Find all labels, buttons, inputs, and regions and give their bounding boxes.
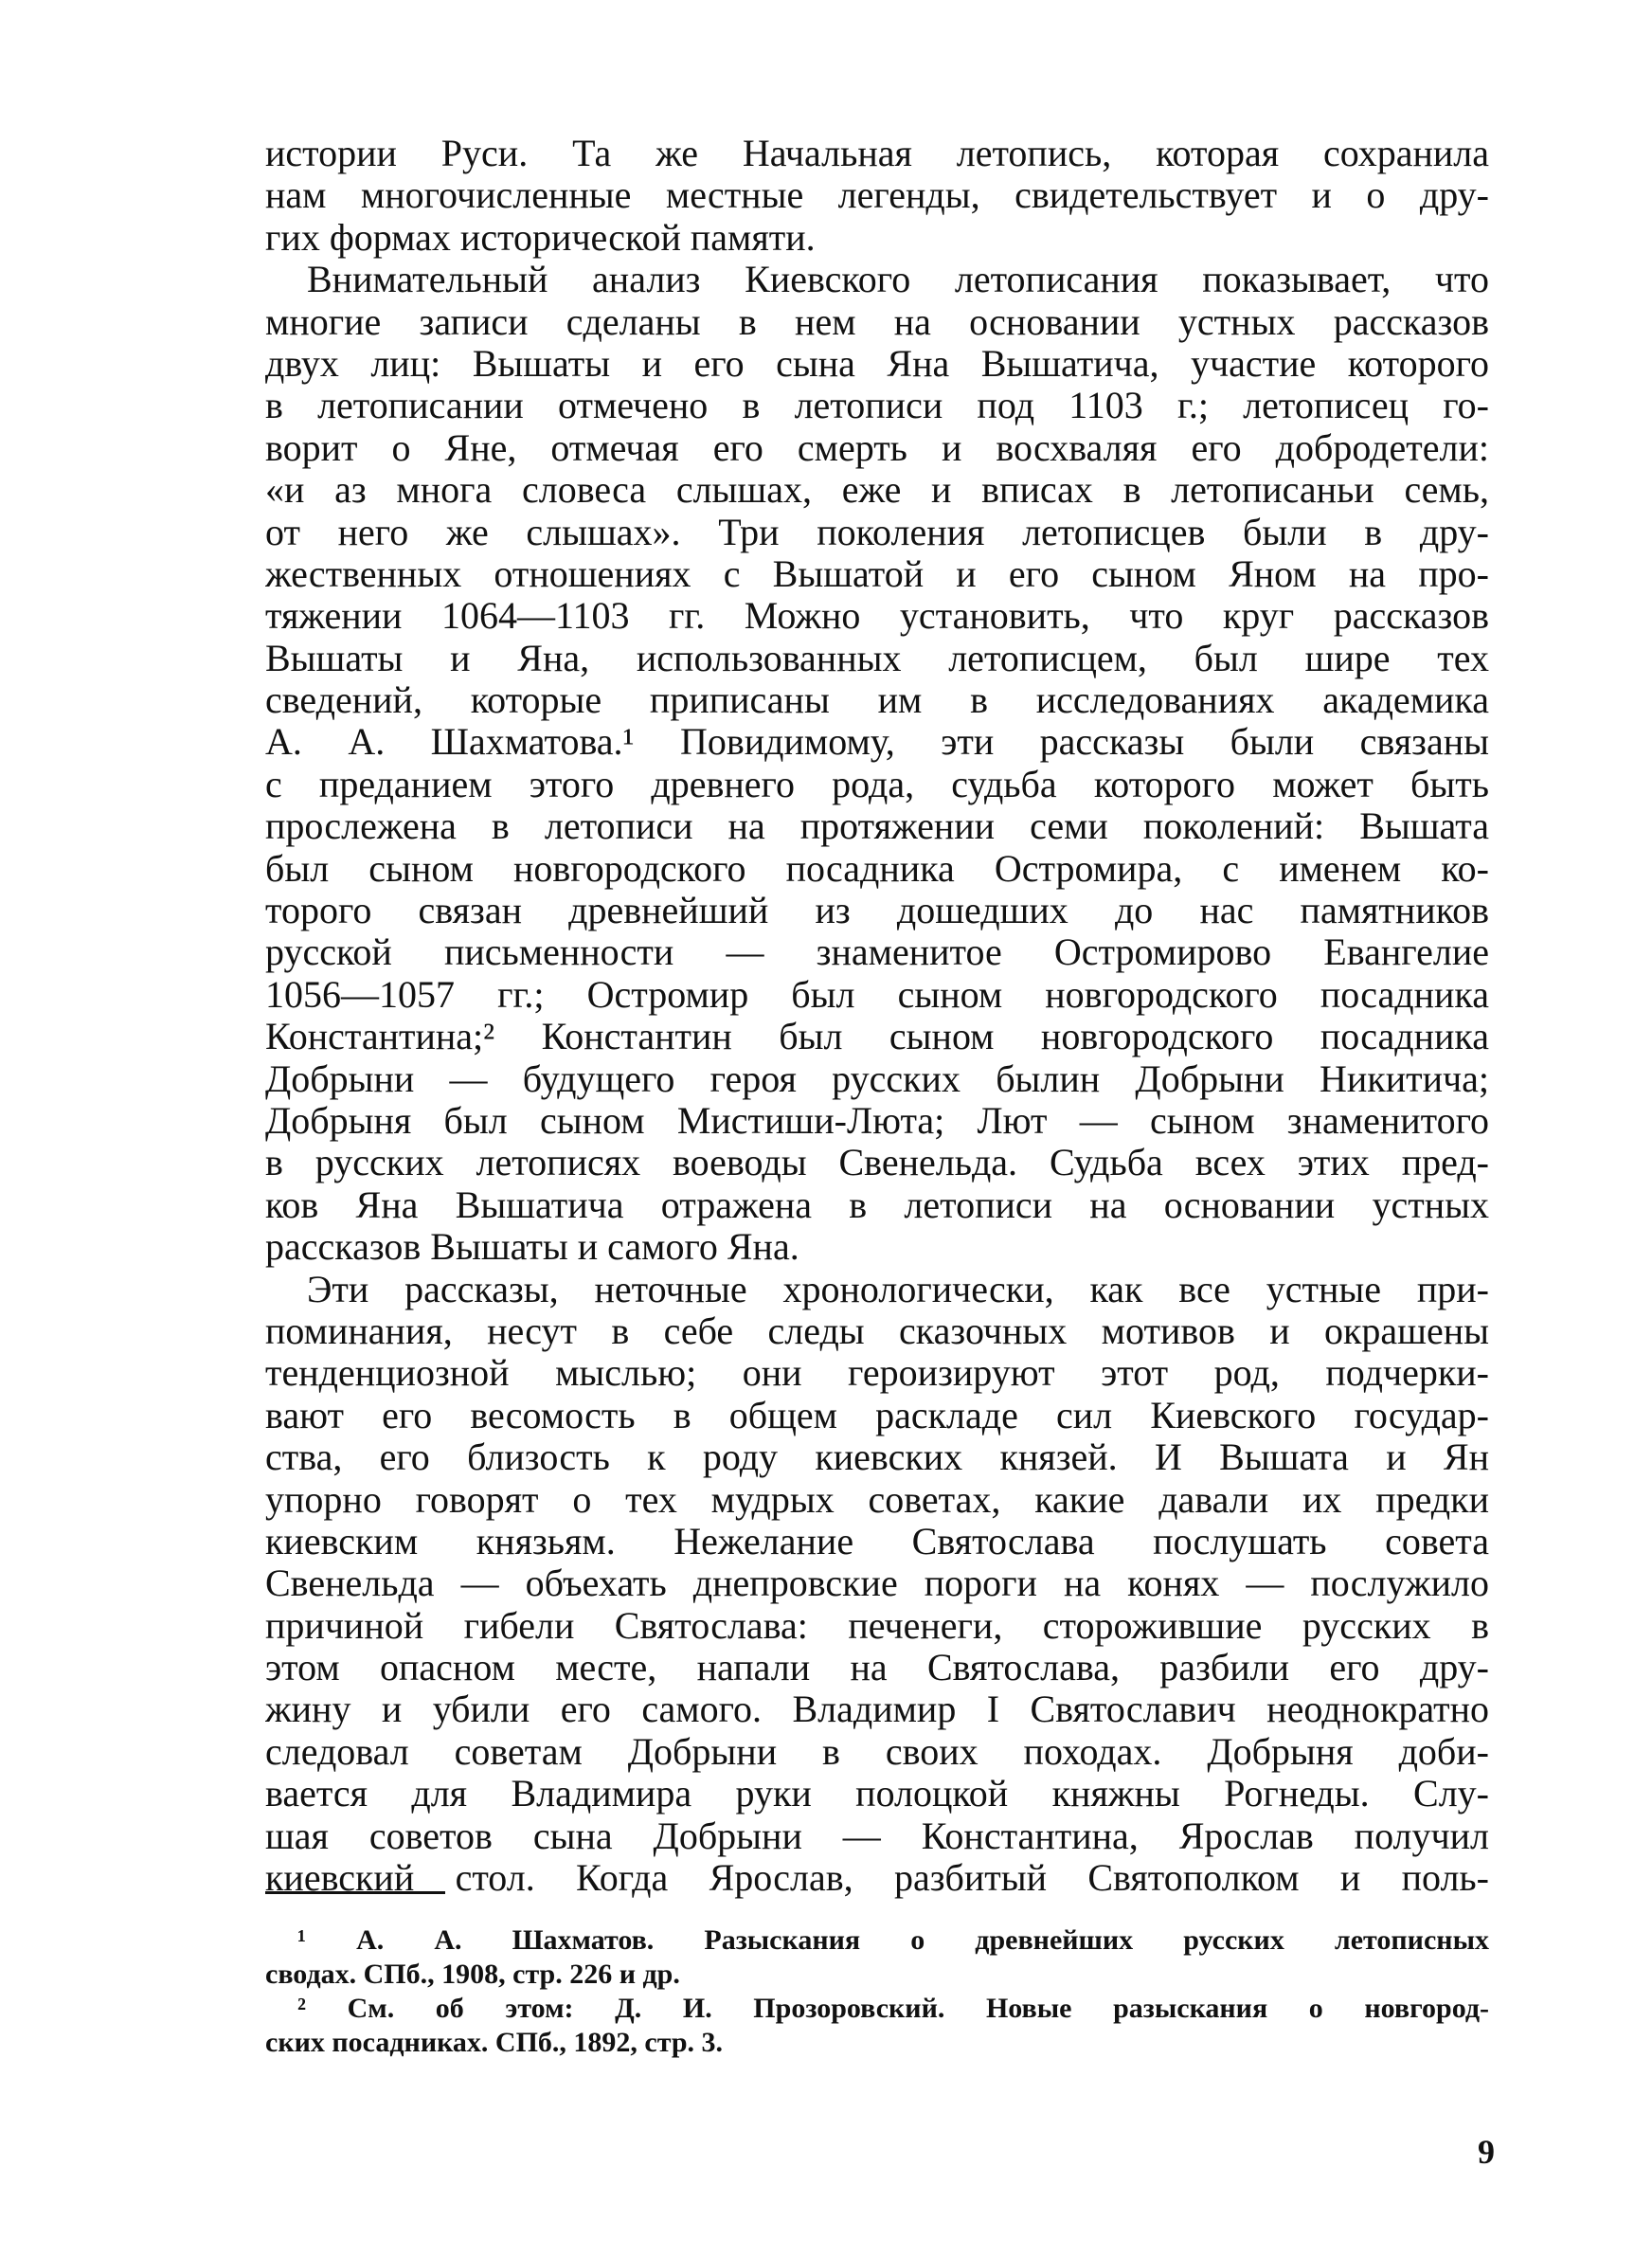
text-line: Добрыня был сыном Мистиши-Люта; Лют — сыном знаменитого (265, 1099, 1489, 1142)
text-line: Свенельда — объехать днепровские пороги на конях — послужило (265, 1562, 1489, 1605)
text-line: русской письменности — знаменитое Остромирово Евангелие (265, 931, 1489, 974)
footnote-divider (265, 1891, 445, 1894)
footnote-line: сводах. СПб., 1908, стр. 226 и др. (265, 1959, 680, 1990)
text-line: Вышаты и Яна, использованных летописцем, был шире тех (265, 637, 1489, 679)
text-line: Добрыни — будущего героя русских былин Добрыни Никитича; (265, 1057, 1489, 1100)
paragraph-1 (265, 133, 1489, 259)
text-line: Константина;² Константин был сыном новгородского посадника (265, 1016, 1489, 1058)
text-line: прослежена в летописи на протяжении семи поколений: Вышата (265, 805, 1489, 848)
text-line: жину и убили его самого. Владимир I Святославич неоднократно (265, 1688, 1489, 1731)
text-line: от него же слышах». Три поколения летописцев были в дру- (265, 511, 1489, 553)
text-line: вают его весомость в общем раскладе сил Киевского государ- (265, 1394, 1489, 1436)
text-line: А. А. Шахматова.¹ Повидимому, эти рассказы были связаны (265, 721, 1489, 764)
text-line: следовал советам Добрыни в своих походах. Добрыня доби- (265, 1730, 1489, 1773)
text-line: сведений, которые приписаны им в исследованиях академика (265, 679, 1489, 722)
text-line: ков Яна Вышатича отражена в летописи на основании устных (265, 1183, 1489, 1226)
text-line: ворит о Яне, отмечая его смерть и восхваляя его добродетели: (265, 426, 1489, 469)
text-line: шая советов сына Добрыни — Константина, Ярослав получил (265, 1815, 1489, 1857)
text-line: 1056—1057 гг.; Остромир был сыном новгородского посадника (265, 973, 1489, 1016)
text-line: «и аз многа словеса слышах, еже и вписах в летописаньи семь, (265, 469, 1489, 512)
text-line: был сыном новгородского посадника Остромира, с именем ко- (265, 847, 1489, 890)
text-line: тенденциозной мыслью; они героизируют этот род, подчерки- (265, 1352, 1489, 1395)
text-line: тяжении 1064—1103 гг. Можно установить, что круг рассказов (265, 595, 1489, 638)
footnote-2 (265, 1992, 1489, 2060)
paragraph-3 (265, 1269, 1489, 1900)
text-line: с преданием этого древнего рода, судьба которого может быть (265, 763, 1489, 805)
text-line: в летописании отмечено в летописи под 1103 г.; летописец го- (265, 385, 1489, 427)
text-line: поминания, несут в себе следы сказочных мотивов и окрашены (265, 1309, 1489, 1352)
page-body (265, 133, 1489, 1899)
text-line: многие записи сделаны в нем на основании устных рассказов (265, 300, 1489, 343)
text-line: истории Руси. Та же Начальная летопись, которая сохранила (265, 133, 1489, 174)
text-line: нам многочисленные местные легенды, свидетельствует и о дру- (265, 174, 1489, 217)
text-line: упорно говорят о тех мудрых советах, какие давали их предки (265, 1478, 1489, 1521)
footnote-1 (265, 1923, 1489, 1992)
footnote-line: ских посадниках. СПб., 1892, стр. 3. (265, 2027, 724, 2058)
text-line: рассказов Вышаты и самого Яна. (265, 1226, 799, 1269)
text-line: двух лиц: Вышаты и его сына Яна Вышатича, участие которого (265, 342, 1489, 385)
text-line: вается для Владимира руки полоцкой княжны Рогнеды. Слу- (265, 1773, 1489, 1815)
text-line: киевским князьям. Нежелание Святослава послушать совета (265, 1520, 1489, 1562)
text-line: ства, его близость к роду киевских князей. И Вышата и Ян (265, 1436, 1489, 1479)
text-line: Эти рассказы, неточные хронологически, как все устные при- (307, 1268, 1489, 1310)
footnote-line: ² См. об этом: Д. И. Прозоровский. Новые разыскания о новгород- (297, 1993, 1489, 2024)
text-line: гих формах исторической памяти. (265, 216, 816, 259)
text-line: в русских летописях воеводы Свенельда. Судьба всех этих пред- (265, 1142, 1489, 1184)
text-line: причиной гибели Святослава: печенеги, сторожившие русских в (265, 1604, 1489, 1647)
footnotes (265, 1923, 1489, 2060)
page-number: 9 (1478, 2133, 1495, 2171)
text-line: Внимательный анализ Киевского летописания показывает, что (307, 259, 1489, 301)
text-line: торого связан древнейший из дошедших до нас памятников (265, 890, 1489, 932)
paragraph-2 (265, 259, 1489, 1268)
footnote-line: ¹ А. А. Шахматов. Разыскания о древнейших русских летописных (297, 1924, 1489, 1956)
text-line: киевский стол. Когда Ярослав, разбитый Святополком и поль- (265, 1857, 1489, 1900)
text-line: этом опасном месте, напали на Святослава, разбили его дру- (265, 1647, 1489, 1689)
text-line: жественных отношениях с Вышатой и его сыном Яном на про- (265, 552, 1489, 595)
